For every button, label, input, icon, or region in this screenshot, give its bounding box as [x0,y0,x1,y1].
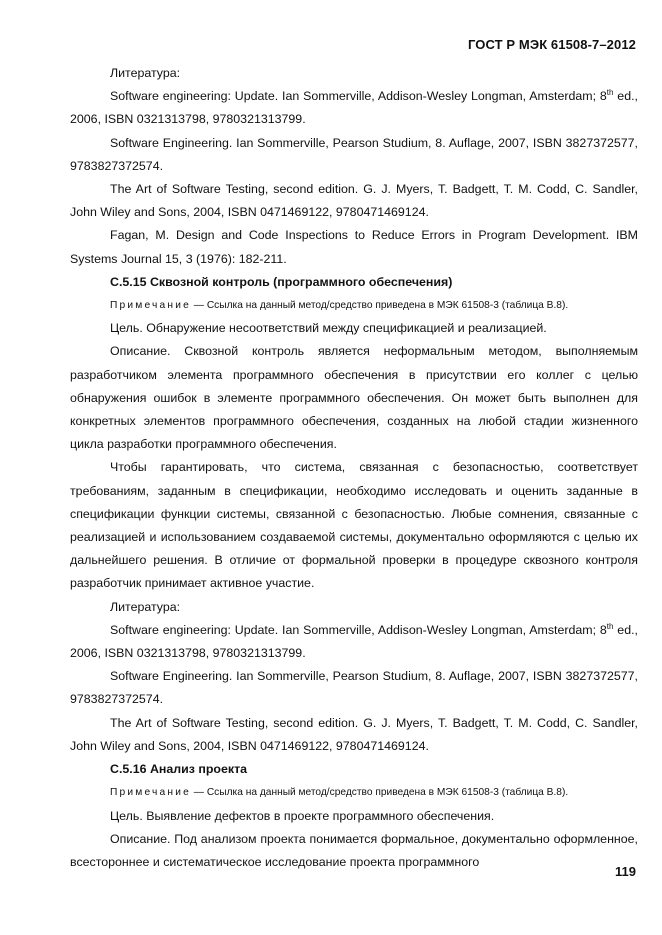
standard-designation: ГОСТ Р МЭК 61508-7–2012 [468,37,636,52]
section-goal: Цель. Обнаружение несоответствий между спецификацией и реализацией. [110,321,547,336]
reference-item: The Art of Software Testing, second edition. G. J. Myers, T. Badgett, T. M. Codd, C. Sandler, John Wiley and Sons, 2004, ISBN 0471469122, 9780471469124. [70,715,638,753]
reference-item: The Art of Software Testing, second edition. G. J. Myers, T. Badgett, T. M. Codd, C. Sandler, John Wiley and Sons, 2004, ISBN 0471469122, 9780471469124. [70,182,638,220]
page-body [70,62,638,874]
literature-label: Литература: [110,66,181,80]
reference-item: Software engineering: Update. Ian Sommerville, Addison-Wesley Longman, Amsterdam; 8th ed., 2006, ISBN 0321313798, 9780321313799. [70,621,638,661]
section-description: Описание. Сквозной контроль является неформальным методом, выполняемым разработчиком элемента программного обеспечения в присутствии его коллег с целью обнаружения ошибок в элементе программного обеспечения. Он может быть выполнен для конкретных элементов программного обеспечения, созданных на любой стадии жизненного цикла разработки программного обеспечения. [70,344,638,452]
page-number: 119 [615,864,636,879]
reference-item: Software Engineering. Ian Sommerville, Pearson Studium, 8. Auflage, 2007, ISBN 3827372577, 9783827372574. [70,669,638,707]
reference-item: Software engineering: Update. Ian Sommerville, Addison-Wesley Longman, Amsterdam; 8th ed., 2006, ISBN 0321313798, 9780321313799. [70,88,638,127]
section-note: Примечание — Ссылка на данный метод/средство приведена в МЭК 61508-3 (таблица В.8). [110,787,569,799]
literature-label: Литература: [110,599,181,614]
section-heading: С.5.16 Анализ проекта [110,762,248,777]
section-goal: Цель. Выявление дефектов в проекте программного обеспечения. [110,808,495,823]
reference-item: Software Engineering. Ian Sommerville, Pearson Studium, 8. Auflage, 2007, ISBN 3827372577, 9783827372574. [70,135,638,173]
section-description: Описание. Под анализом проекта понимается формальное, документально оформленное, всестороннее и систематическое исследование проекта программного [70,831,638,869]
section-description: Чтобы гарантировать, что система, связанная с безопасностью, соответствует требованиям, заданным в спецификации, необходимо исследовать и оценить заданные в спецификации функции системы, связанной с безопасностью. Любые сомнения, связанные с реализацией и использованием создаваемой системы, документально оформляются с целью их дальнейшего решения. В отличие от формальной проверки в процедуре сквозного контроля разработчик принимает активное участие. [70,460,638,591]
section-heading: С.5.15 Сквозной контроль (программного обеспечения) [110,274,453,289]
section-note: Примечание — Ссылка на данный метод/средство приведена в МЭК 61508-3 (таблица В.8). [110,300,569,312]
reference-item: Fagan, M. Design and Code Inspections to Reduce Errors in Program Development. IBM Systems Journal 15, 3 (1976): 182-211. [70,228,638,266]
